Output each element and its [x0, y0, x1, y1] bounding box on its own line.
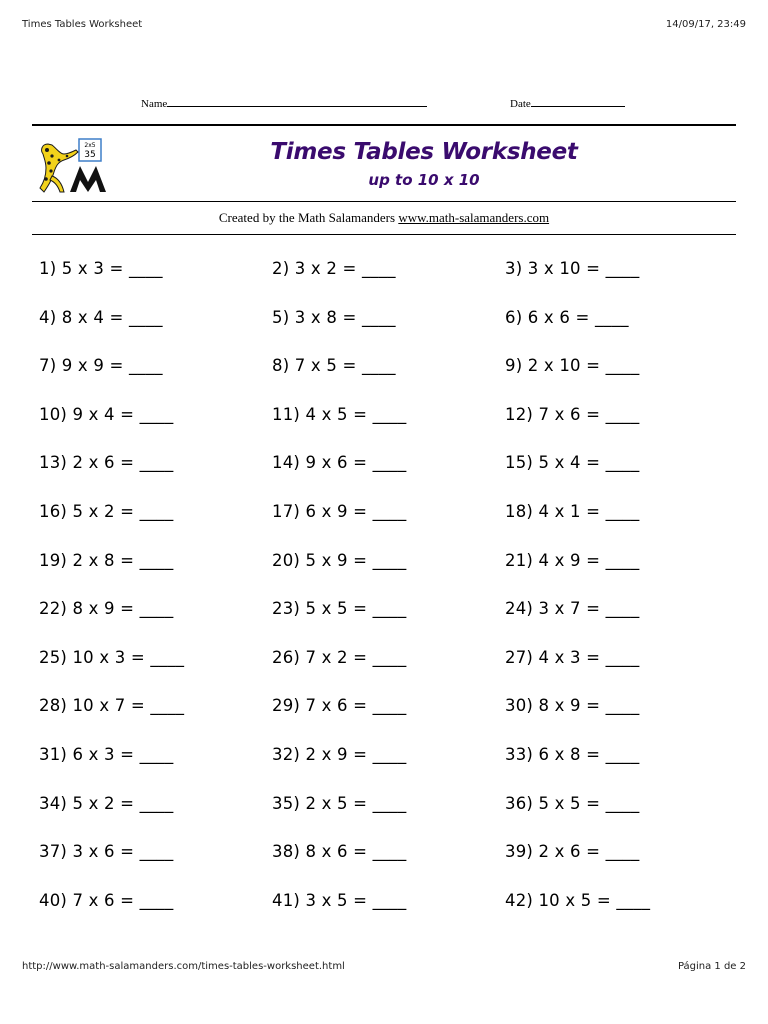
question-item: 39) 2 x 6 = ____ [505, 842, 640, 862]
question-item: 7) 9 x 9 = ____ [39, 356, 163, 376]
question-item: 33) 6 x 8 = ____ [505, 745, 640, 764]
question-item: 36) 5 x 5 = ____ [505, 793, 640, 813]
question-item: 9) 2 x 10 = ____ [505, 356, 640, 376]
question-item: 30) 8 x 9 = ____ [505, 696, 640, 716]
question-item: 27) 4 x 3 = ____ [505, 647, 640, 667]
question-item: 38) 8 x 6 = ____ [272, 842, 407, 862]
question-item: 10) 9 x 4 = ____ [39, 404, 174, 424]
print-footer-page: Página 1 de 2 [677, 961, 746, 972]
question-item: 19) 2 x 8 = ____ [39, 550, 174, 570]
question-item: 29) 7 x 6 = ____ [272, 696, 407, 716]
question-item: 18) 4 x 1 = ____ [505, 502, 640, 521]
question-item: 26) 7 x 2 = ____ [272, 647, 407, 667]
logo-sign-top: 2x5 [84, 142, 96, 149]
question-item: 34) 5 x 2 = ____ [39, 793, 174, 813]
question-item: 3) 3 x 10 = ____ [505, 259, 640, 278]
question-item: 35) 2 x 5 = ____ [272, 793, 407, 813]
worksheet-subtitle: up to 10 x 10 [368, 171, 480, 189]
question-item: 17) 6 x 9 = ____ [272, 502, 407, 521]
question-item: 8) 7 x 5 = ____ [272, 356, 396, 376]
credit-link[interactable]: www.math-salamanders.com [398, 210, 550, 225]
question-item: 16) 5 x 2 = ____ [39, 502, 174, 521]
date-label: Date [510, 98, 531, 110]
question-item: 41) 3 x 5 = ____ [272, 890, 407, 910]
question-item: 42) 10 x 5 = ____ [505, 890, 651, 910]
question-item: 22) 8 x 9 = ____ [39, 599, 174, 619]
logo-sign-value: 35 [84, 150, 96, 160]
question-item: 12) 7 x 6 = ____ [505, 404, 640, 424]
question-item: 32) 2 x 9 = ____ [272, 745, 407, 764]
question-item: 2) 3 x 2 = ____ [272, 259, 396, 278]
question-item: 6) 6 x 6 = ____ [505, 307, 629, 327]
question-item: 21) 4 x 9 = ____ [505, 550, 640, 570]
question-item: 23) 5 x 5 = ____ [272, 599, 407, 619]
question-item: 15) 5 x 4 = ____ [505, 453, 640, 473]
print-header-title: Times Tables Worksheet [22, 19, 143, 30]
question-item: 40) 7 x 6 = ____ [39, 890, 174, 910]
print-footer-url[interactable]: http://www.math-salamanders.com/times-tables-worksheet.html [22, 961, 345, 972]
question-item: 11) 4 x 5 = ____ [272, 404, 407, 424]
question-item: 1) 5 x 3 = ____ [39, 259, 163, 278]
name-label: Name [141, 98, 168, 110]
question-item: 37) 3 x 6 = ____ [39, 842, 174, 862]
question-item: 31) 6 x 3 = ____ [39, 745, 174, 764]
question-item: 20) 5 x 9 = ____ [272, 550, 407, 570]
print-header-timestamp: 14/09/17, 23:49 [665, 19, 746, 30]
question-item: 28) 10 x 7 = ____ [39, 696, 185, 716]
question-item: 24) 3 x 7 = ____ [505, 599, 640, 619]
question-item: 13) 2 x 6 = ____ [39, 453, 174, 473]
question-item: 5) 3 x 8 = ____ [272, 307, 396, 327]
question-item: 25) 10 x 3 = ____ [39, 647, 185, 667]
question-item: 4) 8 x 4 = ____ [39, 307, 163, 327]
credit-text: Created by the Math Salamanders [218, 210, 399, 225]
print-footer [22, 961, 746, 972]
worksheet-title: Times Tables Worksheet [270, 139, 578, 165]
question-item: 14) 9 x 6 = ____ [272, 453, 407, 473]
